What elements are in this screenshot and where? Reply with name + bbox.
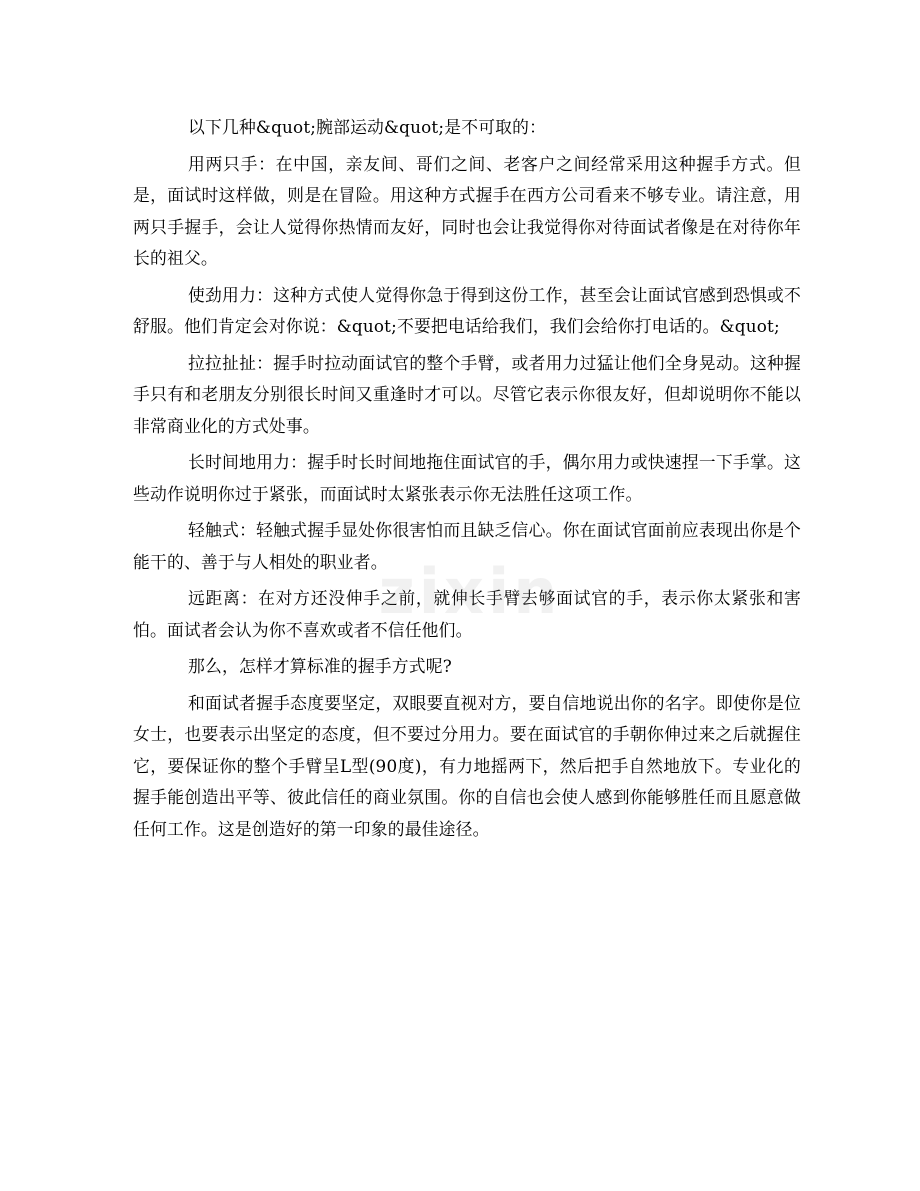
paragraph-pulling: 拉拉扯扯：握手时拉动面试官的整个手臂，或者用力过猛让他们全身晃动。这种握手只有和老朋友分别很长时间又重逢时才可以。尽管它表示你很友好，但却说明你不能以非常商业化的方式处事。 [133, 352, 801, 436]
paragraph-two-hands: 用两只手：在中国，亲友间、哥们之间、老客户之间经常采用这种握手方式。但是，面试时这样做，则是在冒险。用这种方式握手在西方公司看来不够专业。请注意，用两只手握手，会让人觉得你热情而友好，同时也会让我觉得你对待面试者像是在对待你年长的祖父。 [133, 153, 801, 268]
paragraph-long-hold: 长时间地用力：握手时长时间地拖住面试官的手，偶尔用力或快速捏一下手掌。这些动作说明你过于紧张，而面试时太紧张表示你无法胜任这项工作。 [133, 452, 801, 504]
paragraph-question: 那么，怎样才算标准的握手方式呢? [188, 656, 452, 676]
document-body [133, 112, 801, 850]
watermark-logo: zixin [378, 555, 562, 628]
paragraph-long-distance: 远距离：在对方还没伸手之前，就伸长手臂去够面试官的手，表示你太紧张和害怕。面试者会认为你不喜欢或者不信任他们。 [133, 588, 801, 640]
paragraph-light-touch: 轻触式：轻触式握手显处你很害怕而且缺乏信心。你在面试官面前应表现出你是个能干的、善于与人相处的职业者。 [133, 520, 801, 572]
paragraph-intro: 以下几种&quot;腕部运动&quot;是不可取的： [188, 117, 547, 137]
paragraph-standard-handshake: 和面试者握手态度要坚定，双眼要直视对方，要自信地说出你的名字。即使你是位女士，也要表示出坚定的态度，但不要过分用力。要在面试官的手朝你伸过来之后就握住它，要保证你的整个手臂呈L型(90度)，有力地摇两下，然后把手自然地放下。专业化的握手能创造出平等、彼此信任的商业氛围。你的自信也会使人感到你能够胜任而且愿意做任何工作。这是创造好的第一印象的最佳途径。 [133, 692, 801, 839]
paragraph-force: 使劲用力：这种方式使人觉得你急于得到这份工作，甚至会让面试官感到恐惧或不舒服。他们肯定会对你说：&quot;不要把电话给我们，我们会给你打电话的。&quot; [133, 284, 801, 336]
